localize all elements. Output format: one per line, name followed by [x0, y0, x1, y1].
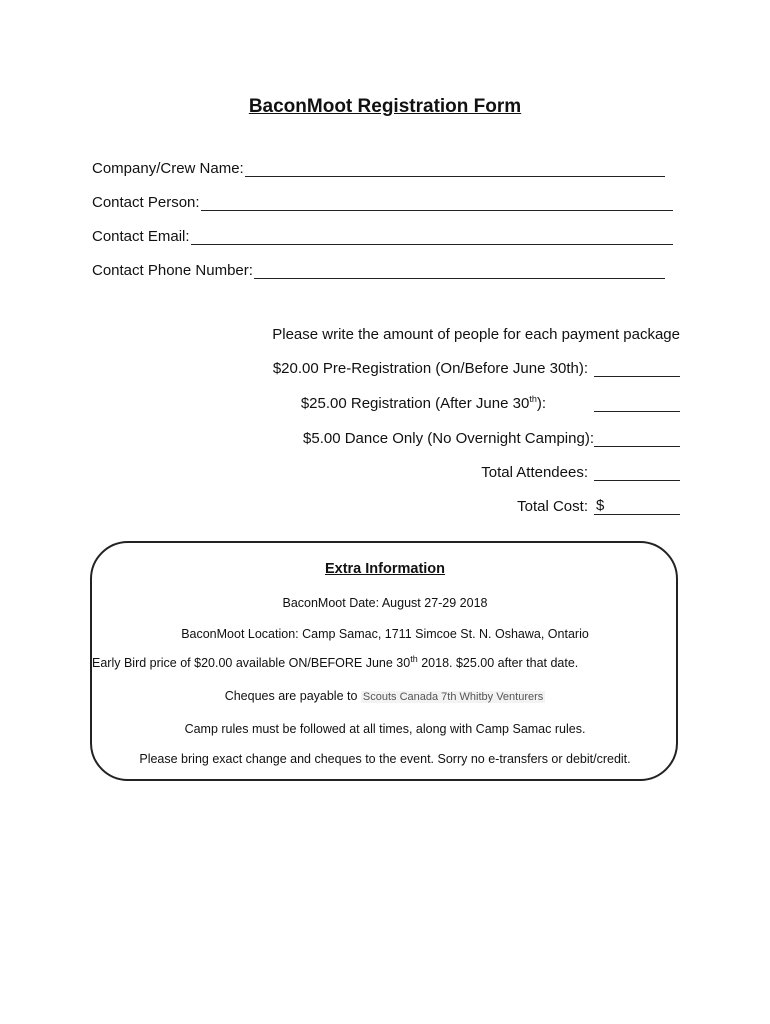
- exact-change-note: Please bring exact change and cheques to the event. Sorry no e-transfers or debit/credit.: [139, 752, 631, 766]
- contact-person-line[interactable]: [201, 196, 673, 211]
- contact-person-field[interactable]: [92, 194, 673, 211]
- total-cost-row: [517, 497, 680, 515]
- registration-label: $25.00 Registration (After June 30th):: [300, 394, 546, 412]
- dance-only-label: $5.00 Dance Only (No Overnight Camping):: [303, 430, 594, 447]
- pre-registration-blank[interactable]: [594, 361, 680, 377]
- currency-symbol: $: [596, 497, 605, 514]
- contact-email-label: Contact Email:: [92, 228, 190, 245]
- cheques-payable: Cheques are payable to Scouts Canada 7th Whitby Venturers: [224, 689, 544, 703]
- extra-information-heading: Extra Information: [324, 561, 446, 577]
- contact-phone-line[interactable]: [254, 264, 665, 279]
- contact-phone-label: Contact Phone Number:: [92, 262, 253, 279]
- event-location: BaconMoot Location: Camp Samac, 1711 Simcoe St. N. Oshawa, Ontario: [181, 627, 589, 641]
- company-name-line[interactable]: [245, 162, 665, 177]
- company-name-label: Company/Crew Name:: [92, 160, 244, 177]
- event-date: BaconMoot Date: August 27-29 2018: [282, 596, 488, 610]
- total-cost-blank[interactable]: [594, 497, 680, 515]
- company-name-field[interactable]: [92, 160, 665, 177]
- payment-instruction: Please write the amount of people for each payment package: [272, 326, 680, 343]
- registration-row: [301, 395, 680, 412]
- contact-email-field[interactable]: [92, 228, 673, 245]
- pre-registration-label: $20.00 Pre-Registration (On/Before June 30th):: [272, 360, 588, 377]
- cheques-payee: Scouts Canada 7th Whitby Venturers: [362, 691, 544, 703]
- contact-email-line[interactable]: [191, 230, 673, 245]
- registration-blank[interactable]: [594, 396, 680, 412]
- camp-rules: Camp rules must be followed at all times, along with Camp Samac rules.: [184, 722, 586, 736]
- contact-phone-field[interactable]: [92, 262, 665, 279]
- contact-person-label: Contact Person:: [92, 194, 200, 211]
- pre-registration-row: [273, 360, 680, 377]
- total-attendees-label: Total Attendees:: [481, 464, 588, 481]
- early-bird-note: Early Bird price of $20.00 available ON/BEFORE June 30th 2018. $25.00 after that date.: [92, 653, 579, 670]
- form-title: BaconMoot Registration Form: [248, 96, 522, 117]
- total-attendees-row: [481, 464, 680, 481]
- total-cost-label: Total Cost:: [517, 498, 588, 515]
- total-attendees-blank[interactable]: [594, 465, 680, 481]
- dance-only-row: [303, 430, 680, 447]
- dance-only-blank[interactable]: [594, 431, 680, 447]
